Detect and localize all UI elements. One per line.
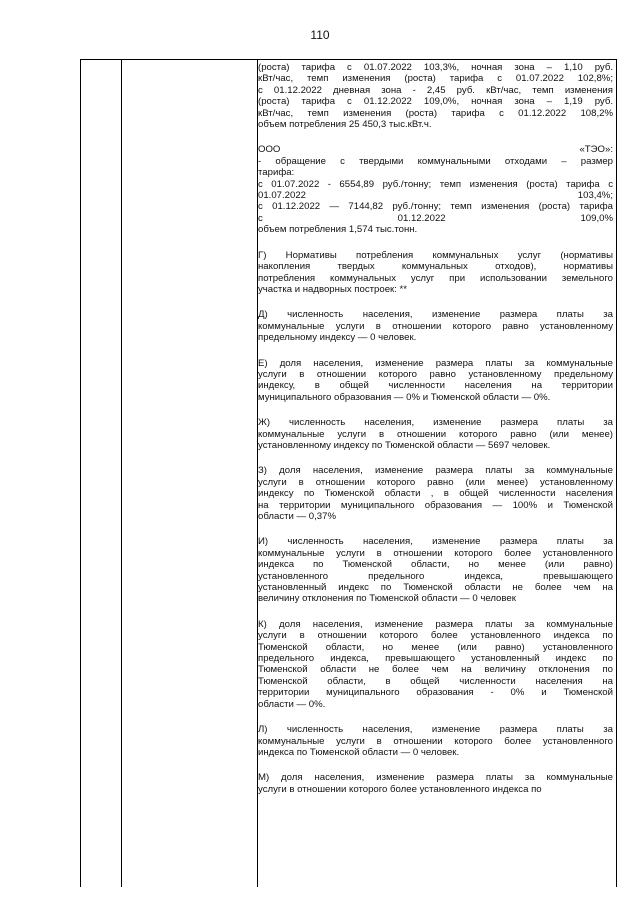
text-line: предельному индексу — 0 человек.	[258, 332, 417, 344]
text-line: коммунальные услуги в отношении которого более установленного	[258, 547, 613, 559]
text-line: области — 0,37%	[258, 511, 337, 522]
text-line: территории муниципального образования - 0% и Тюменской	[258, 687, 613, 699]
text-line: Е) доля населения, изменение размера платы за коммунальные	[258, 357, 613, 369]
text-line: установленный индекс по Тюменской области не более чем на	[258, 582, 613, 594]
text-line: К) доля населения, изменение размера платы за коммунальные	[258, 618, 613, 630]
text-line: - обращение с твердыми коммунальными отходами – размер	[258, 155, 613, 167]
paragraph-p2	[258, 144, 613, 235]
paragraph-p9	[258, 619, 613, 710]
text-line: области — 0%.	[258, 698, 326, 710]
text-line: с 01.12.2022 109,0%	[258, 212, 613, 224]
text-line: 01.07.2022 103,4%;	[258, 190, 613, 202]
paragraph-p8	[258, 536, 613, 604]
text-line: величину отклонения по Тюменской области — 0 человек	[258, 593, 516, 605]
text-line: с 01.12.2022 дневная зона - 2,45 руб. кВт/час, темп изменения	[258, 84, 613, 96]
text-line: М) доля населения, изменение размера платы за коммунальные	[258, 772, 613, 784]
paragraph-p10	[258, 724, 613, 758]
text-line: Тюменской области, в общей численности населения на	[258, 675, 613, 687]
text-line: Ж) численность населения, изменение размера платы за	[258, 417, 613, 429]
paragraph-p11	[258, 772, 613, 795]
paragraph-p5	[258, 358, 613, 404]
text-line: Д) численность населения, изменение размера платы за	[258, 309, 613, 321]
paragraph-p1	[258, 62, 613, 130]
text-line: тарифа:	[258, 167, 295, 179]
text-line: участка и надворных построек: **	[258, 283, 408, 295]
text-line: услуги в отношении которого равно установленному предельному	[258, 368, 613, 380]
text-line: Л) численность населения, изменение размера платы за	[258, 724, 613, 736]
text-line: установленного предельного индекса, превышающего	[258, 570, 613, 582]
text-line: (роста) тарифа с 01.12.2022 109,0%, ночная зона – 1,19 руб.	[258, 96, 613, 108]
text-line: накопления твердых коммунальных отходов), нормативы	[258, 261, 613, 273]
paragraph-p7	[258, 465, 613, 522]
text-line: З) доля населения, изменение размера платы за коммунальные	[258, 465, 613, 477]
text-line: потребления коммунальных услуг при использовании земельного	[258, 272, 613, 284]
text-line: коммунальные услуги в отношении которого равно (или менее)	[258, 428, 613, 440]
text-line: услуги в отношении которого более установленного индекса по	[258, 783, 542, 795]
table-column-indicator	[121, 60, 258, 887]
text-line: индексу по Тюменской области , в общей численности населения	[258, 488, 613, 500]
text-line: Тюменской области, но менее (или равно) установленного	[258, 641, 613, 653]
text-line: предельного индекса, превышающего установленный индекс по	[258, 653, 613, 665]
paragraph-p3	[258, 250, 613, 296]
text-line: индексу, в общей численности населения на территории	[258, 380, 613, 392]
text-line: услуги в отношении которого более установленного индекса по	[258, 630, 613, 642]
table-column-content	[258, 62, 613, 809]
text-line: ООО «ТЭО»:	[258, 144, 613, 156]
table-column-number	[81, 60, 122, 887]
text-line: Тюменской области не более чем на величину отклонения по	[258, 664, 613, 676]
text-line: коммунальные услуги в отношении которого равно установленному	[258, 320, 613, 332]
text-line: с 01.07.2022 - 6554,89 руб./тонну; темп изменения (роста) тарифа с	[258, 178, 613, 190]
text-line: кВт/час, темп изменения (роста) тарифа с 01.07.2022 102,8%;	[258, 73, 613, 85]
text-line: И) численность населения, изменение размера платы за	[258, 536, 613, 548]
text-line: установленному индексу по Тюменской области — 5697 человек.	[258, 439, 551, 451]
text-line: кВт/час, темп изменения (роста) тарифа с 01.12.2022 108,2%	[258, 107, 613, 119]
text-line: услуги в отношении которого равно (или менее) установленному	[258, 476, 613, 488]
text-line: с 01.12.2022 — 7144,82 руб./тонну; темп изменения (роста) тарифа	[258, 201, 613, 213]
paragraph-p6	[258, 417, 613, 451]
document-table	[80, 59, 617, 887]
text-line: объем потребления 1,574 тыс.тонн.	[258, 224, 418, 236]
text-line: муниципального образования — 0% и Тюменской области — 0%.	[258, 391, 551, 403]
paragraph-p4	[258, 309, 613, 343]
text-line: на территории муниципального образования — 100% и Тюменской	[258, 499, 613, 511]
text-line: коммунальные услуги в отношении которого более установленного	[258, 735, 613, 747]
text-line: (роста) тарифа с 01.07.2022 103,3%, ночная зона – 1,10 руб.	[258, 62, 613, 73]
text-line: индекса по Тюменской области, но менее (или равно)	[258, 559, 613, 571]
text-line: объем потребления 25 450,3 тыс.кВт.ч.	[258, 119, 432, 131]
text-line: индекса по Тюменской области — 0 человек.	[258, 746, 460, 758]
page-number: 110	[310, 28, 330, 42]
text-line: Г) Нормативы потребления коммунальных услуг (нормативы	[258, 249, 613, 261]
